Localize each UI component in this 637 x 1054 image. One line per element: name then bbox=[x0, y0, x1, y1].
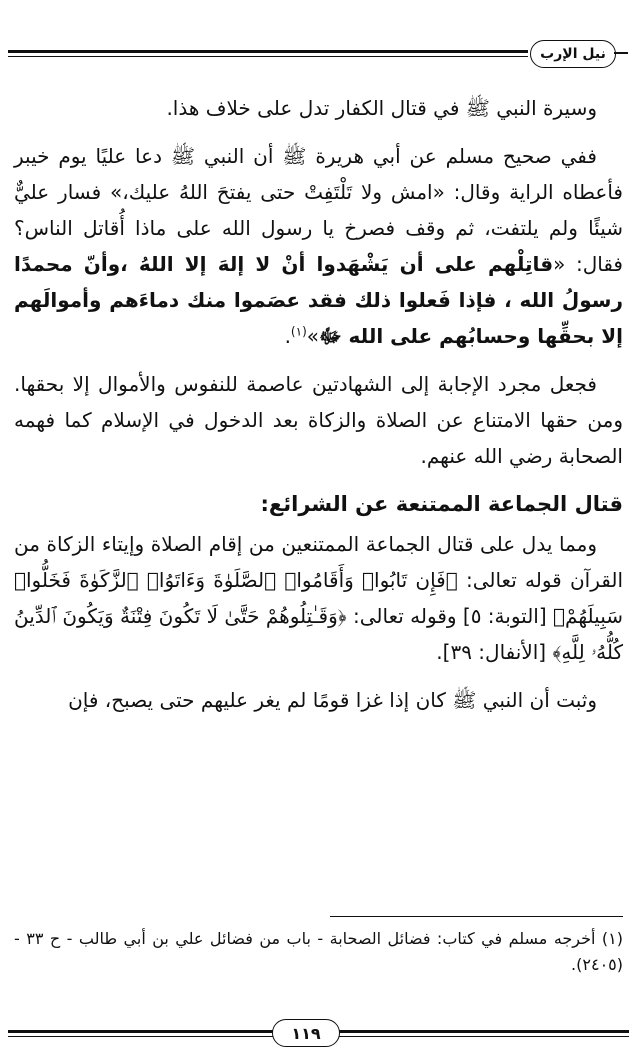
running-title: نيل الإرب bbox=[530, 40, 616, 68]
paragraph-1: وسيرة النبي ﷺ في قتال الكفار تدل على خلاف هذا. bbox=[166, 96, 597, 120]
paragraph-2: ففي صحيح مسلم عن أبي هريرة ﷺ أن النبي ﷺ دعا عليًا يوم خيبر فأعطاه الراية وقال: «امش ولا تَلْتَفِتْ حتى يفتحَ اللهُ عليك،» فسار عليٌّ شيئًا ولم يلتفت، ثم وقف فصرخ يا رسول الله على ماذا أُقاتل الناس؟ فقال: «قاتِلْهم على أن يَشْهَدوا أنْ لا إلهَ إلا اللهُ ،وأنّ محمدًا رسولُ الله ، فإذا فَعلوا ذلك فقد عصَموا منك دماءَهم وأموالَهم إلا بحقِّها وحسابُهم على الله ﷻ»$^{(١)}$. bbox=[14, 144, 623, 348]
hadith-text: قاتِلْهم على أن يَشْهَدوا أنْ لا إلهَ إلا اللهُ ،وأنّ محمدًا رسولُ الله ، فإذا فَعلوا ذلك فقد عصَموا منك دماءَهم وأموالَهم إلا بحقِّها وحسابُهم على الله ﷻ bbox=[14, 252, 623, 348]
footnote-ref: (١) bbox=[290, 324, 307, 339]
paragraph-2-intro: ففي صحيح مسلم عن أبي هريرة ﷺ أن النبي ﷺ دعا عليًا يوم خيبر فأعطاه الراية وقال: «امش ولا تَلْتَفِتْ حتى يفتحَ اللهُ عليك،» فسار عليٌّ شيئًا ولم يلتفت، ثم وقف فصرخ يا رسول الله على ماذا أُقاتل الناس؟ فقال: « bbox=[14, 144, 623, 276]
footnote: (١) أخرجه مسلم في كتاب: فضائل الصحابة - باب من فضائل علي بن أبي طالب - ح ٣٣ - (٢٤٠٥). bbox=[14, 929, 624, 974]
page-number: ١١٩ bbox=[272, 1019, 340, 1047]
page-body bbox=[14, 90, 623, 730]
quote-close: » bbox=[306, 324, 319, 348]
paragraph-4: ومما يدل على قتال الجماعة الممتنعين من إقام الصلاة وإيتاء الزكاة من القرآن قوله تعالى: ﴿فَإِن تَابُوا۟ وَأَقَامُوا۟ ٱلصَّلَوٰةَ وَءَاتَوُا۟ ٱلزَّكَوٰةَ فَخَلُّوا۟ سَبِيلَهُمْ﴾ [التوبة: ٥] وقوله تعالى: ﴿وَقَـٰتِلُوهُمْ حَتَّىٰ لَا تَكُونَ فِتْنَةٌ وَيَكُونَ ٱلدِّينُ كُلُّهُۥ لِلَّهِ﴾ [الأنفال: ٣٩]. bbox=[14, 532, 623, 664]
header-rule bbox=[8, 50, 528, 53]
header-tick bbox=[614, 52, 628, 54]
footnote-rule bbox=[330, 916, 623, 917]
section-heading: قتال الجماعة الممتنعة عن الشرائع: bbox=[260, 492, 623, 516]
paragraph-5: وثبت أن النبي ﷺ كان إذا غزا قومًا لم يغر عليهم حتى يصبح، فإن bbox=[68, 688, 597, 712]
header-rule-thin bbox=[8, 56, 528, 57]
paragraph-3: فجعل مجرد الإجابة إلى الشهادتين عاصمة للنفوس والأموال إلا بحقها. ومن حقها الامتناع عن الصلاة والزكاة بعد الدخول في الإسلام كما فهمه الصحابة رضي الله عنهم. bbox=[14, 372, 623, 468]
